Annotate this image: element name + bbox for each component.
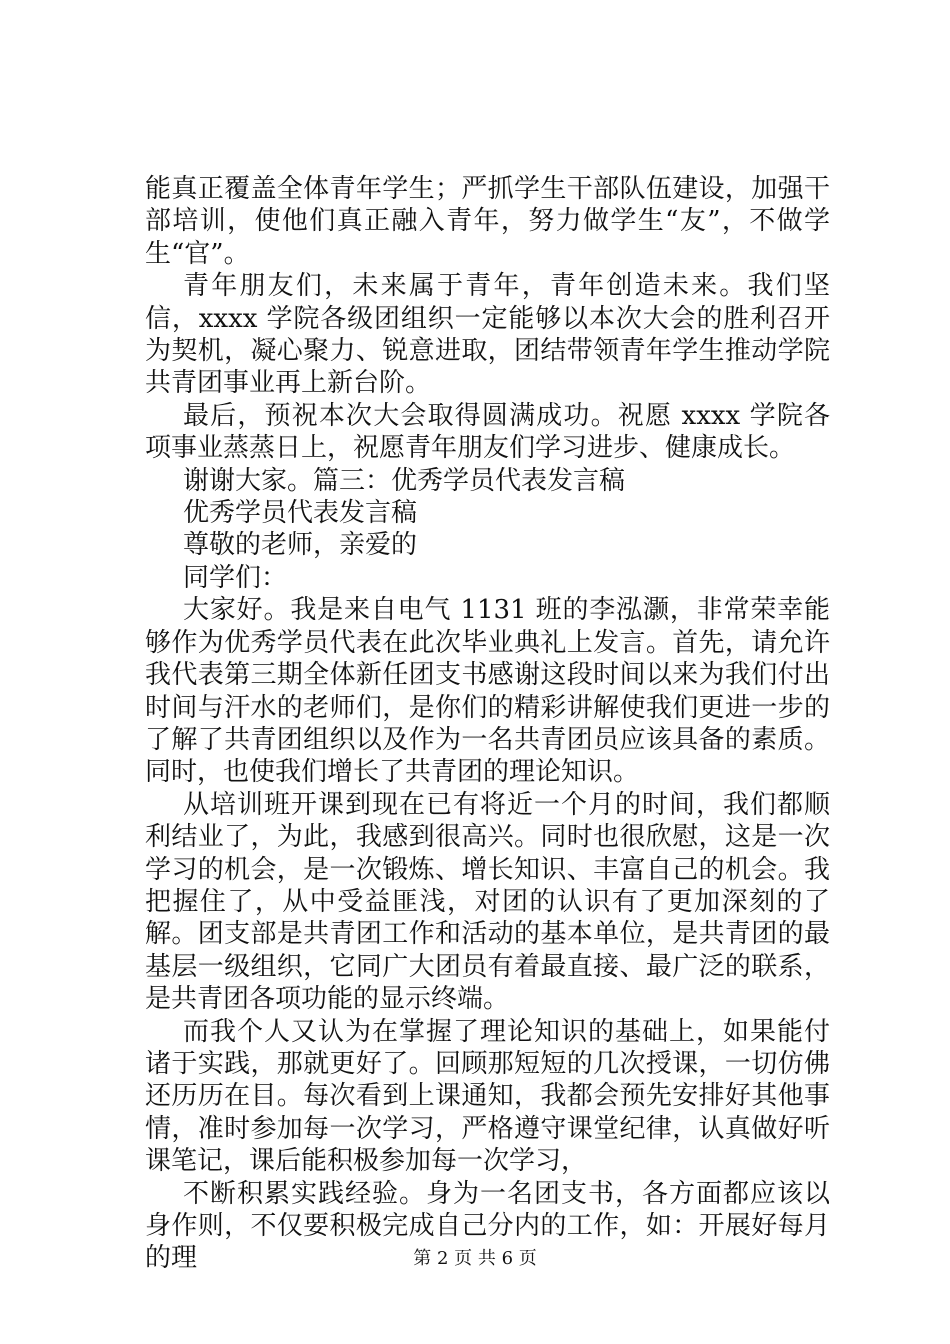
- paragraph-3: 最后，预祝本次大会取得圆满成功。祝愿 xxxx 学院各项事业蒸蒸日上，祝愿青年朋友们学习进步、健康成长。: [145, 400, 830, 464]
- paragraph-1: 能真正覆盖全体青年学生；严抓学生干部队伍建设，加强干部培训，使他们真正融入青年，努力做学生“友”，不做学生“官”。: [145, 174, 830, 269]
- paragraph-2: 青年朋友们，未来属于青年，青年创造未来。我们坚信，xxxx 学院各级团组织一定能够以本次大会的胜利召开为契机，凝心聚力、锐意进取，团结带领青年学生推动学院共青团事业再上新台阶。: [145, 271, 830, 399]
- paragraph-4: 谢谢大家。篇三：优秀学员代表发言稿: [183, 465, 626, 496]
- paragraph-7: 同学们：: [183, 562, 288, 593]
- document-body: [145, 173, 830, 1275]
- paragraph-11: 不断积累实践经验。身为一名团支书，各方面都应该以身作则，不仅要积极完成自己分内的工作，如：开展好每月的理: [145, 1178, 830, 1274]
- page-number-footer: 第 2 页 共 6 页: [413, 1248, 537, 1269]
- paragraph-10: 而我个人又认为在掌握了理论知识的基础上，如果能付诸于实践，那就更好了。回顾那短短的几次授课，一切仿佛还历历在目。每次看到上课通知，我都会预先安排好其他事情，准时参加每一次学习，严格遵守课堂纪律，认真做好听课笔记，课后能积极参加每一次学习，: [145, 1016, 830, 1177]
- paragraph-8: 大家好。我是来自电气 1131 班的李泓灏，非常荣幸能够作为优秀学员代表在此次毕业典礼上发言。首先，请允许我代表第三期全体新任团支书感谢这段时间以来为我们付出时间与汗水的老师们，是你们的精彩讲解使我们更进一步的了解了共青团组织以及作为一名共青团员应该具备的素质。同时，也使我们增长了共青团的理论知识。: [145, 595, 830, 788]
- paragraph-9: 从培训班开课到现在已有将近一个月的时间，我们都顺利结业了，为此，我感到很高兴。同时也很欣慰，这是一次学习的机会，是一次锻炼、增长知识、丰富自己的机会。我把握住了，从中受益匪浅，对团的认识有了更加深刻的了解。团支部是共青团工作和活动的基本单位，是共青团的最基层一级组织，它同广大团员有着最直接、最广泛的联系，是共青团各项功能的显示终端。: [145, 789, 830, 1015]
- paragraph-5: 优秀学员代表发言稿: [183, 498, 418, 529]
- paragraph-6: 尊敬的老师，亲爱的: [183, 530, 418, 561]
